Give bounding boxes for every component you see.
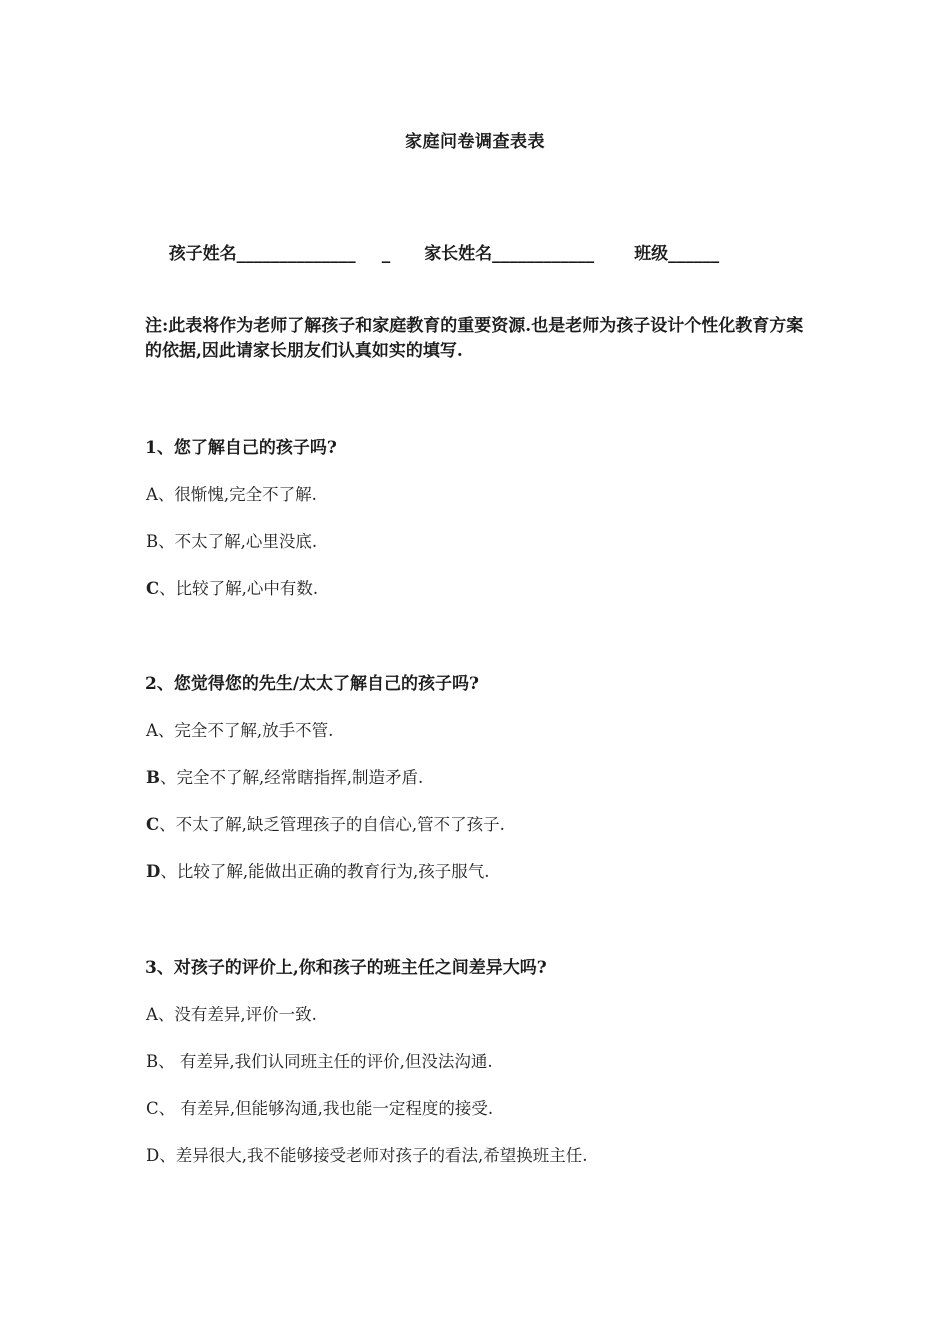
document-title: 家庭问卷调查表表 [405,132,545,152]
separator-underscore: _ [381,244,391,264]
parent-name-field: 家长姓名____________ [424,244,595,264]
question-1-option-b: B、不太了解,心里没底. [146,532,318,551]
question-2: 2、您觉得您的先生/太太了解自己的孩子吗? [145,674,479,694]
question-2-option-a: A、完全不了解,放手不管. [146,721,334,740]
child-name-field: 孩子姓名______________ [168,244,356,264]
question-3-option-c: C、 有差异,但能够沟通,我也能一定程度的接受. [146,1099,494,1118]
question-2-option-c: C、不太了解,缺乏管理孩子的自信心,管不了孩子. [146,815,505,834]
question-1: 1、您了解自己的孩子吗? [145,438,337,458]
question-2-option-b: B、完全不了解,经常瞎指挥,制造矛盾. [146,768,424,787]
question-1-option-c: C、比较了解,心中有数. [146,579,319,598]
question-3-option-a: A、没有差异,评价一致. [146,1005,317,1024]
question-2-option-d: D、比较了解,能做出正确的教育行为,孩子服气. [146,862,490,881]
note-paragraph: 注:此表将作为老师了解孩子和家庭教育的重要资源.也是老师为孩子设计个性化教育方案的依据,因此请家长朋友们认真如实的填写. [145,316,804,361]
question-3-option-d: D、差异很大,我不能够接受老师对孩子的看法,希望换班主任. [146,1146,588,1165]
class-field: 班级______ [634,244,720,264]
question-1-option-a: A、很惭愧,完全不了解. [146,485,317,504]
info-row [145,219,719,284]
question-3-option-b: B、 有差异,我们认同班主任的评价,但没法沟通. [146,1052,493,1071]
question-3: 3、对孩子的评价上,你和孩子的班主任之间差异大吗? [145,958,547,978]
